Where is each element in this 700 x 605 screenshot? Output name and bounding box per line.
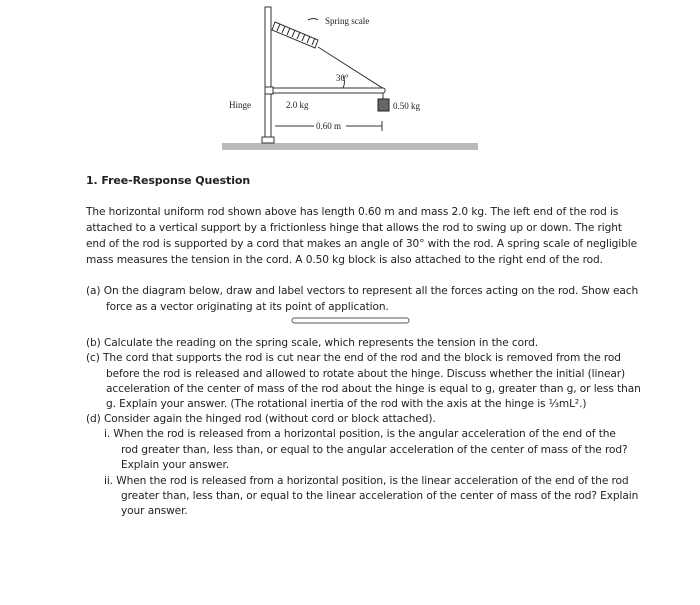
rod-diagram xyxy=(0,0,700,160)
angle-label: 30° xyxy=(336,73,349,83)
part-d-i: i. When the rod is released from a horizontal position, is the angular acceleration of the end of the xyxy=(104,428,616,440)
hinge-label: Hinge xyxy=(229,100,251,110)
block xyxy=(378,99,389,111)
length-label: 0.60 m xyxy=(316,121,342,131)
part-d-ii: ii. When the rod is released from a horizontal position, is the linear acceleration of the end of the rod xyxy=(104,475,629,487)
part-d-i: rod greater than, less than, or equal to the angular acceleration of the center of mass of the rod? xyxy=(121,444,628,456)
part-c: acceleration of the center of mass of the rod about the hinge is equal to g, greater than g, or less than xyxy=(106,383,641,395)
part-c: before the rod is released and allowed to rotate about the hinge. Discuss whether the initial (linear) xyxy=(106,368,626,380)
part-a: (a) On the diagram below, draw and label vectors to represent all the forces acting on the rod. Show each xyxy=(86,285,639,297)
cord xyxy=(318,47,384,89)
part-d-i: Explain your answer. xyxy=(121,459,229,471)
rod xyxy=(268,88,385,93)
question-title: 1. Free-Response Question xyxy=(86,174,251,187)
vertical-support xyxy=(265,7,271,140)
intro-line: The horizontal uniform rod shown above has length 0.60 m and mass 2.0 kg. The left end of the rod is xyxy=(86,206,619,218)
part-b: (b) Calculate the reading on the spring scale, which represents the tension in the cord. xyxy=(86,337,538,349)
spring-scale xyxy=(272,22,318,48)
rod-mass-label: 2.0 kg xyxy=(286,100,309,110)
intro-line: attached to a vertical support by a frictionless hinge that allows the rod to swing up or down. The right xyxy=(86,222,622,234)
support-base xyxy=(262,137,274,143)
part-d: (d) Consider again the hinged rod (without cord or block attached). xyxy=(86,413,436,425)
ground xyxy=(222,143,478,150)
block-mass-label: 0.50 kg xyxy=(393,101,420,111)
part-d-ii: your answer. xyxy=(121,505,188,517)
intro-line: end of the rod is supported by a cord that makes an angle of 30° with the rod. A spring scale of negligible xyxy=(86,238,638,250)
part-c: g. Explain your answer. (The rotational inertia of the rod with the axis at the hinge is ⅓mL².) xyxy=(106,398,587,410)
part-d-ii: greater than, less than, or equal to the linear acceleration of the center of mass of the rod? Explain xyxy=(121,490,639,502)
hinge xyxy=(265,87,273,94)
rod-sketch xyxy=(290,316,412,326)
intro-line: mass measures the tension in the cord. A 0.50 kg block is also attached to the right end of the rod. xyxy=(86,254,603,266)
part-a: force as a vector originating at its point of application. xyxy=(106,301,389,313)
part-c: (c) The cord that supports the rod is cut near the end of the rod and the block is removed from the rod xyxy=(86,352,621,364)
spring-scale-label: Spring scale xyxy=(325,16,370,26)
